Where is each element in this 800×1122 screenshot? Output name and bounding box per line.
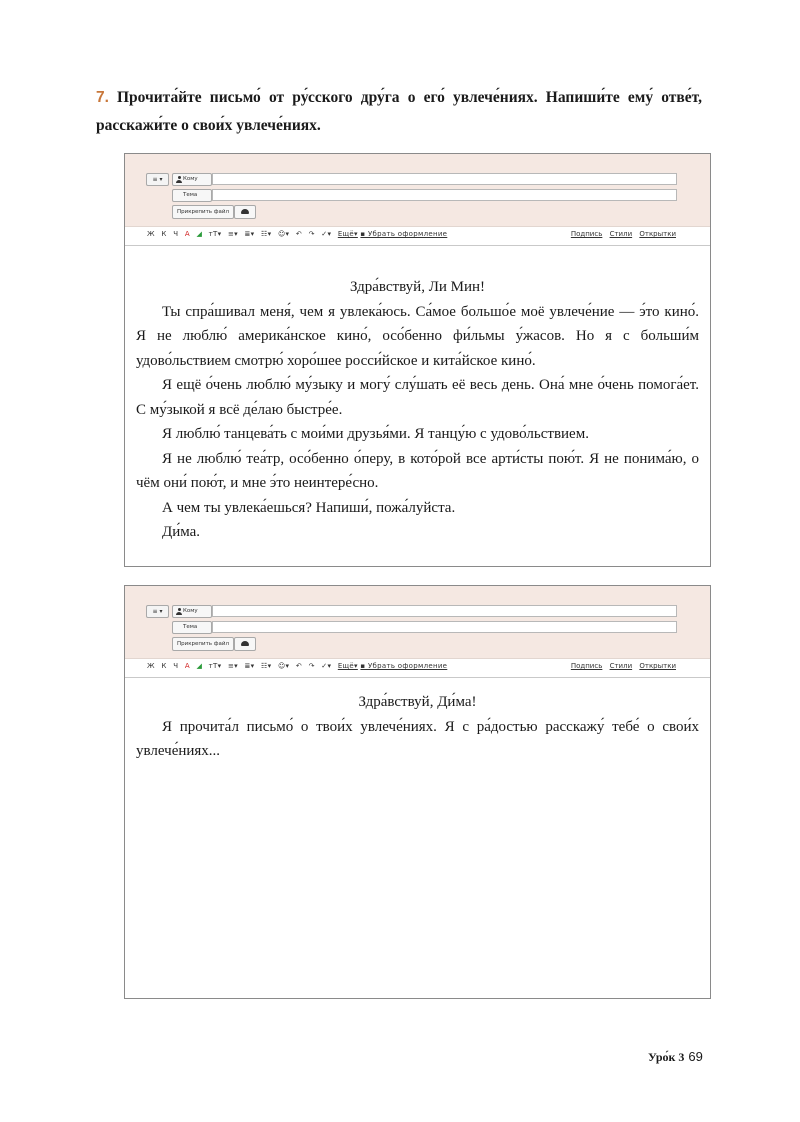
list-button[interactable]: ≣▾ [244, 230, 255, 238]
highlight-button[interactable]: ◢ [196, 230, 203, 238]
cloud-button[interactable] [234, 637, 256, 651]
subject-label: Тема [183, 192, 198, 198]
clear-format-button[interactable]: ▪ Убрать оформление [360, 662, 448, 670]
email-header [125, 154, 710, 226]
emoji-button[interactable]: ☺▾ [277, 230, 290, 238]
to-button[interactable] [172, 173, 212, 186]
emoji-button[interactable]: ☺▾ [277, 662, 290, 670]
reply-greeting: Здра́вствуй, Ди́ма! [358, 694, 477, 710]
indent-button[interactable]: ☷▾ [261, 230, 272, 238]
email-window-reply [124, 585, 711, 999]
cloud-icon [241, 209, 249, 214]
redo-button[interactable]: ↷ [308, 230, 315, 238]
subject-label-box [172, 189, 212, 202]
lesson-label: Уро́к 3 [648, 1050, 685, 1064]
to-input[interactable] [212, 605, 677, 617]
format-tools [147, 662, 447, 670]
letter-paragraph: Я ещё о́чень люблю́ му́зыку и могу́ слу́шать её весь день. Она́ мне о́чень помога́ет. С му́зыкой я всё де́лаю быстре́е. [136, 377, 699, 418]
subject-label: Тема [183, 624, 198, 630]
task-number: 7. [96, 89, 109, 106]
cloud-icon [241, 641, 249, 646]
indent-button[interactable]: ☷▾ [261, 662, 272, 670]
reply-paragraph: Я прочита́л письмо́ о твои́х увлече́ниях. Я с ра́достью расскажу́ тебе́ о свои́х увлече́ниях... [136, 718, 699, 759]
subject-input[interactable] [212, 621, 677, 633]
contact-icon [176, 608, 182, 615]
text-color-button[interactable]: A [184, 230, 190, 238]
more-button[interactable]: Ещё▾ [337, 230, 358, 238]
email-body[interactable] [125, 678, 710, 764]
attach-file-button[interactable]: Прикрепить файл [172, 205, 234, 219]
letter-signature: Ди́ма. [162, 524, 201, 540]
page-number: 69 [688, 1049, 703, 1064]
email-window-letter [124, 153, 711, 567]
styles-link[interactable]: Стили [609, 230, 633, 238]
list-button[interactable]: ≣▾ [244, 662, 255, 670]
font-size-button[interactable]: тТ▾ [208, 662, 222, 670]
select-menu-button[interactable]: ≡ ▾ [146, 605, 169, 618]
redo-button[interactable]: ↷ [308, 662, 315, 670]
italic-button[interactable]: К [161, 230, 167, 238]
spellcheck-button[interactable]: ✓▾ [321, 662, 332, 670]
subject-input[interactable] [212, 189, 677, 201]
highlight-button[interactable]: ◢ [196, 662, 203, 670]
letter-paragraph: Ты спра́шивал меня́, чем я увлека́юсь. Са́мое большо́е моё увлече́ние — э́то кино́. Я не люблю́ америка́нское кино́, осо́бенно фи́льмы у́жасов. Но я с больши́м удово́льствием смотрю́ хоро́шее росси́йское и кита́йское кино́. [136, 303, 699, 369]
letter-greeting: Здра́вствуй, Ли Мин! [349, 279, 486, 295]
postcards-link[interactable]: Открытки [639, 230, 676, 238]
email-body[interactable] [125, 246, 710, 545]
format-toolbar [125, 226, 710, 246]
format-right-links [566, 230, 676, 238]
align-button[interactable]: ≡▾ [227, 662, 238, 670]
task-instruction [96, 84, 702, 140]
font-size-button[interactable]: тТ▾ [208, 230, 222, 238]
bold-button[interactable]: Ж [147, 230, 155, 238]
select-menu-button[interactable]: ≡ ▾ [146, 173, 169, 186]
underline-button[interactable]: Ч [173, 230, 179, 238]
italic-button[interactable]: К [161, 662, 167, 670]
postcards-link[interactable]: Открытки [639, 662, 676, 670]
text-color-button[interactable]: A [184, 662, 190, 670]
more-button[interactable]: Ещё▾ [337, 662, 358, 670]
spellcheck-button[interactable]: ✓▾ [321, 230, 332, 238]
bold-button[interactable]: Ж [147, 662, 155, 670]
page-footer [648, 1049, 703, 1065]
format-toolbar [125, 658, 710, 678]
attach-file-button[interactable]: Прикрепить файл [172, 637, 234, 651]
letter-paragraph: А чем ты увлека́ешься? Напиши́, пожа́луйста. [162, 499, 456, 516]
to-label: Кому [183, 608, 198, 614]
to-label: Кому [183, 176, 198, 182]
email-header [125, 586, 710, 658]
clear-format-button[interactable]: ▪ Убрать оформление [360, 230, 448, 238]
to-input[interactable] [212, 173, 677, 185]
undo-button[interactable]: ↶ [295, 662, 303, 670]
letter-paragraph: Я не люблю́ теа́тр, осо́бенно о́перу, в кото́рой все арти́сты пою́т. Я не понима́ю, о чём они́ пою́т, и мне э́то неинтере́сно. [136, 450, 699, 491]
signature-link[interactable]: Подпись [570, 662, 603, 670]
underline-button[interactable]: Ч [173, 662, 179, 670]
signature-link[interactable]: Подпись [570, 230, 603, 238]
contact-icon [176, 176, 182, 183]
subject-label-box [172, 621, 212, 634]
letter-paragraph: Я люблю́ танцева́ть с мои́ми друзья́ми. Я танцу́ю с удово́льствием. [162, 426, 589, 442]
format-tools [147, 230, 447, 238]
format-right-links [566, 662, 676, 670]
undo-button[interactable]: ↶ [295, 230, 303, 238]
align-button[interactable]: ≡▾ [227, 230, 238, 238]
cloud-button[interactable] [234, 205, 256, 219]
styles-link[interactable]: Стили [609, 662, 633, 670]
to-button[interactable] [172, 605, 212, 618]
task-text: Прочита́йте письмо́ от ру́сского дру́га о его́ увлече́ниях. Напиши́те ему́ отве́т, расскажи́те о свои́х увлече́ниях. [96, 89, 702, 134]
